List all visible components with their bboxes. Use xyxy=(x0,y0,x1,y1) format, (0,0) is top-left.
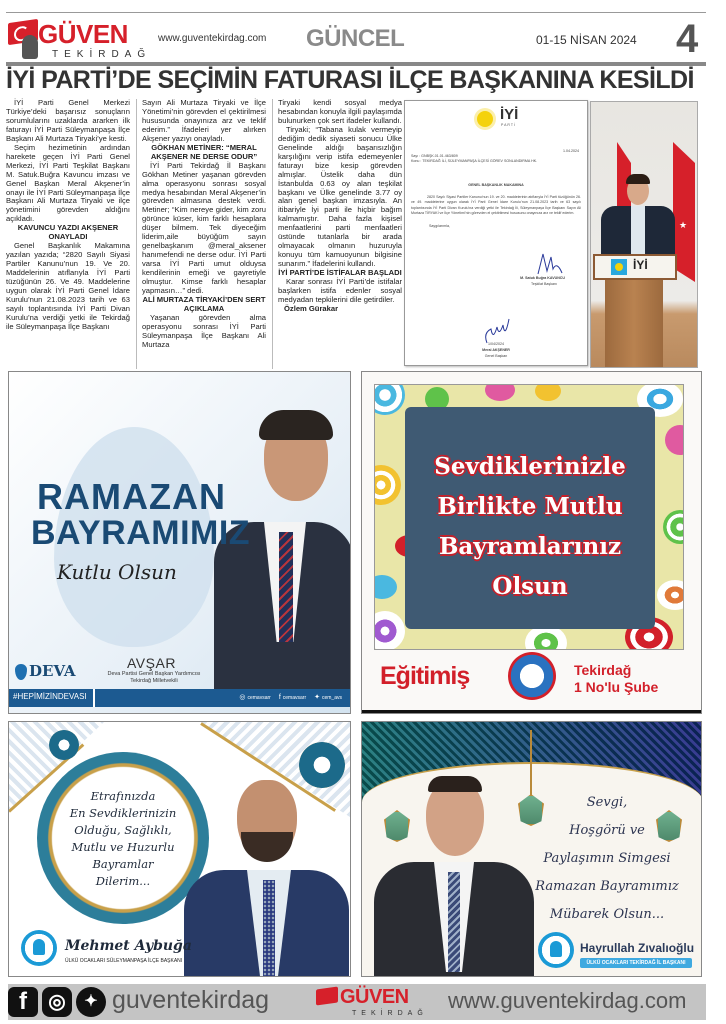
candy-decoration xyxy=(374,384,405,415)
person-tie xyxy=(263,880,275,977)
paragraph: Genel Başkanlık Makamına yazılan yazıda; “2820 Sayılı Siyasi Partiler Kanunu’nun 19. Ve 20. Maddelerinin atıflarıyla İYİ Parti tüzüğünün 26. Ve 49. Maddelerine uygun olarak İYİ Parti Genel İdare Kurulu’nun 21.08.2023 tarih ve 63 sayılı toplantısında İYİ Parti Divan Kurulu’na verdiği yetki ile Tekirdağ ile Süleymanpaşa İlçe Başkanı xyxy=(6,241,130,331)
person-hair xyxy=(428,776,482,792)
verse-line: Dilerim... xyxy=(95,874,151,888)
union-emblem-icon xyxy=(508,652,556,700)
signer-1-name: M. Satuk Buğra KAVUNCU xyxy=(520,276,565,280)
candy-frame xyxy=(374,384,684,650)
verse-line: Mutlu ve Huzurlu xyxy=(71,840,175,854)
social-instagram[interactable] xyxy=(239,693,270,701)
sun-logo-icon xyxy=(477,111,493,127)
paragraph: Sayın Ali Murtaza Tiryaki ve İlçe Yönetimi’nin görevden el çektirilmesi hususunda onayınıza arz ve teklif ederim.” İfadeleri yer alırken Akşener yazıyı onayladı. xyxy=(142,98,266,143)
article-body xyxy=(6,99,403,369)
ulku-ocaklari-emblem-icon xyxy=(21,930,57,966)
podium-party-logo: İYİ xyxy=(633,258,648,272)
headline: İYİ PARTİ’DE SEÇİMİN FATURASI İLÇE BAŞKANINA KESİLDİ xyxy=(6,66,694,94)
signer-2-title: Genel Başkan xyxy=(484,354,508,358)
ad-person-role: ÜLKÜ OCAKLARI TEKİRDAĞ İL BAŞKANI xyxy=(580,958,692,968)
logo-city: TEKİRDAĞ xyxy=(352,1010,428,1017)
paragraph: Karar sonrası İYİ Parti’de istifalar başlarken istifa edenler sosyal medyadan tepkilerini dile getirdiler. xyxy=(278,277,402,304)
ad-script-text: Kutlu Olsun xyxy=(57,560,177,584)
letter-date: 1.04.2024 xyxy=(563,149,579,153)
facebook-icon[interactable]: f xyxy=(8,987,38,1017)
person-beard xyxy=(241,832,293,862)
candy-decoration xyxy=(374,611,405,650)
issue-date: 01-15 NİSAN 2024 xyxy=(536,33,637,47)
letter-subject: Konu : TEKİRDAĞ İLİ, SÜLEYMANPAŞA İLÇESİ GÖREV SONLANDIRMA HK. xyxy=(411,159,538,163)
logo-city: TEKİRDAĞ xyxy=(52,49,152,60)
person-tie xyxy=(279,532,293,642)
paragraph: Tiryaki kendi sosyal medya hesabından konuyla ilgili paylaşımda bulunurken çok sert ifadeler kullandı. xyxy=(278,98,402,125)
letter-number: Sayı : GNBŞK.01.01.463/809 xyxy=(411,154,458,158)
signer-2-name: Meral AKŞENER xyxy=(482,348,510,352)
verse-line: En Sevdiklerinizin xyxy=(69,806,177,820)
masthead xyxy=(6,12,706,64)
social-handle: cemavsarr xyxy=(282,694,307,701)
facebook-icon: f xyxy=(278,693,281,701)
ad-person-name: Mehmet Aybuğa xyxy=(65,938,192,954)
deva-drop-icon xyxy=(15,664,27,680)
verse-line: Olduğu, Sağlıklı, xyxy=(74,823,172,837)
article-column-2 xyxy=(142,99,266,350)
letter-closing: Saygılarımla, xyxy=(429,224,450,228)
person-hair xyxy=(626,174,650,184)
ad-zivalioglu xyxy=(361,721,702,977)
rosette-icon xyxy=(299,742,345,788)
divider xyxy=(362,710,702,714)
subheading: KAVUNCU YAZDI AKŞENER ONAYLADI xyxy=(17,223,119,242)
portrait-silhouette-icon xyxy=(22,35,38,59)
letter-body: 2820 Sayılı Siyasi Partiler Kanunu’nun 19. ve 20. maddelerinin atıflarıyla İYİ Parti tüzüğünün 26. ve 49. maddelerine uygun olarak İYİ Parti Genel İdare Kurulu’nun 21.08.2023 tarih ve 63 sayılı toplantısında İYİ Parti Divan Kurulu’na verdiği yetki ile Tekirdağ İli, Süleymanpaşa İlçe Başkanı Sayın Ali Murtaza TİRYAKİ ve İlçe Yönetimi’nin görevden el çektirilmesi hususunu onayınıza arz ve teklif ederim. xyxy=(411,195,581,215)
social-handles xyxy=(239,693,342,701)
logo-brand: GÜVEN xyxy=(340,986,409,1008)
ad-message-line: Olsun xyxy=(492,573,568,600)
social-handle[interactable]: guventekirdag xyxy=(112,986,270,1014)
paragraph: Yaşanan görevden alma operasyonu sonrası İYİ Parti Süleymanpaşa İlçe Başkanı Ali Murtaza xyxy=(142,312,266,349)
candy-decoration xyxy=(665,425,684,455)
guven-logo[interactable] xyxy=(8,19,158,63)
section-name: GÜNCEL xyxy=(306,25,405,52)
page-number: 4 xyxy=(676,17,699,61)
branch-number: 1 No'lu Şube xyxy=(574,679,659,695)
turkish-flag-icon xyxy=(316,986,338,1005)
union-logo-text: Eğitimiş xyxy=(380,662,470,690)
twitter-icon: ✦ xyxy=(314,694,320,701)
ad-person-name: AVŞAR xyxy=(127,655,176,671)
party-logo: İYİ xyxy=(500,106,519,123)
paragraph: Seçim hezimetinin ardından harekete geçen İYİ Parti Genel Merkezi, İYİ Parti Teşkilat Başkanı M. Satuk.Buğra Kavuncu imzası ve Genel Başkan Meral Akşener’in onayı ile İYİ Parti Süleymanpaşa İlçe Başkanı Ali Murtaza Tiryaki ve ilçe yönetimini görevden aldığını açıkladı. xyxy=(6,142,130,224)
ad-title-line-1: RAMAZAN xyxy=(37,476,226,517)
instagram-icon[interactable]: ◎ xyxy=(42,987,72,1017)
paragraph: İYİ Parti Genel Merkezi Türkiye’deki başarısız sonuçların sorumlularını uzaklarda ararken ilk faturayı İYİ Parti Süleymanpaşa İlçe Başkanı Ali Murtaza Tiryaki’ye kesti. xyxy=(6,98,130,143)
divider xyxy=(93,689,95,707)
paragraph: Tiryaki; “Tabana kulak vermeyip dediğim dedik siyaseti sonucu Ülke Genelinde aldığı başarısızlığın karşılığını verip istifa edemeyenler faturayı bize kesip görevden almışlar. Üstelik daha dün İstanbulda 0.63 oy alan teşkilat başkanı ve Ülke genelinde 3.77 oy alan genel başkan imzasıyla. An itibariyle İyi parti ile hiçbir bağım kalmamıştır. Daha fazla kişisel menfaatlerini parti menfaatleri üstünde tutanlarla bir arada olmayacak olmanın huzuruyla konuyu tüm kamuoyunun bilgisine sunarım.” İfadelerini kullandı. xyxy=(278,124,402,269)
page-footer xyxy=(8,984,706,1020)
verse-medallion xyxy=(37,752,209,924)
social-handle: cem_avs xyxy=(321,695,342,701)
ad-person-role: Deva Partisi Genel Başkan Yardımcısı xyxy=(107,671,201,677)
person-shirt xyxy=(631,206,645,256)
verse-line: Paylaşımın Simgesi xyxy=(543,851,671,866)
subheading: GÖKHAN METİNER: “MERAL AKŞENER NE DERSE ODUR” xyxy=(150,142,258,161)
person-tie xyxy=(448,872,460,972)
ad-title-line-2: BAYRAMIMIZ xyxy=(31,514,251,552)
article-column-1 xyxy=(6,99,130,332)
rosette-icon xyxy=(49,730,79,760)
footer-url[interactable]: www.guventekirdag.com xyxy=(448,988,687,1013)
hashtag: #HEPİMİZİNDEVASI xyxy=(13,692,87,701)
party-logo-sub: PARTİ xyxy=(501,123,516,127)
star-icon: ★ xyxy=(679,220,688,230)
ad-aybuga xyxy=(8,721,351,977)
person-hair xyxy=(259,410,333,440)
verse-line: Etrafınızda xyxy=(90,789,156,803)
article-column-3 xyxy=(278,99,402,314)
social-handle: cemavsarr xyxy=(247,695,271,701)
twitter-icon[interactable]: ✦ xyxy=(76,987,106,1017)
candy-decoration xyxy=(535,384,561,401)
column-divider xyxy=(136,99,137,369)
subheading: ALİ MURTAZA TİRYAKİ’DEN SERT AÇIKLAMA xyxy=(142,294,266,313)
site-url[interactable]: www.guventekirdag.com xyxy=(158,33,267,44)
ad-message-line: Birlikte Mutlu xyxy=(437,493,623,520)
social-twitter[interactable] xyxy=(314,693,342,701)
ad-egitimis xyxy=(361,371,702,714)
ad-person-role: ÜLKÜ OCAKLARI SÜLEYMANPAŞA İLÇE BAŞKANI xyxy=(65,958,183,964)
candy-decoration xyxy=(485,384,515,401)
instagram-icon: ◎ xyxy=(239,694,246,701)
signer-1-title: Teşkilat Başkanı xyxy=(531,282,557,286)
verse-line: Bayramlar xyxy=(92,857,154,871)
ad-deva-ramazan xyxy=(8,371,351,714)
official-letter-image xyxy=(404,100,588,366)
verse-line: Sevgi, xyxy=(586,795,628,810)
subheading: İYİ PARTİ’DE İSTİFALAR BAŞLADI xyxy=(278,268,402,278)
social-facebook[interactable] xyxy=(279,694,306,701)
deva-logo: DEVA xyxy=(29,662,76,680)
column-divider xyxy=(272,99,273,369)
author-byline: Özlem Gürakar xyxy=(284,303,339,313)
branch-name: Tekirdağ xyxy=(574,662,632,678)
ad-person-name: Hayrullah Zıvalıoğlu xyxy=(580,941,695,955)
verse-line: Hoşgörü ve xyxy=(569,823,645,838)
sun-logo-icon xyxy=(611,259,627,275)
signer-2-date: 1/04/2024 xyxy=(488,342,504,346)
podium xyxy=(605,280,663,368)
logo-brand: GÜVEN xyxy=(38,19,128,49)
verse-line: Mübarek Olsun... xyxy=(549,907,665,922)
podium-photo xyxy=(590,101,698,368)
ulku-ocaklari-emblem-icon xyxy=(538,932,574,968)
signature-kavuncu xyxy=(535,249,565,279)
verse-line: Ramazan Bayramımız xyxy=(535,879,679,894)
footer-guven-logo[interactable] xyxy=(316,986,436,1020)
paragraph: İYİ Parti Tekirdağ İl Başkanı Gökhan Metiner yaşanan görevden alma operasyonu sonrası sosyal medya hesabından Meral Akşener’in görevden almasına destek verdi. Metiner; “Kim nereye gider, kim zoru görünce küser, kim farklı hesaplara düşer bilmem. Tek diyeceğim liderim,aile büyüğüm sayın genelbaşkanım @meral_aksener hanımefendi ne derse odur. İYİ Parti varsa İYİ Parti umut olduysa kendilerinin emeği ve gayretiyle olmuştur. Kimse farklı hesaplar yapmasın…” dedi. xyxy=(142,160,266,296)
letter-address: GENEL BAŞKANLIK MAKAMINA xyxy=(468,183,524,187)
ad-message-line: Bayramlarınız xyxy=(438,533,622,560)
ad-message-line: Sevdiklerinizle xyxy=(434,453,626,480)
ad-person-role: Tekirdağ Milletvekili xyxy=(130,678,178,684)
